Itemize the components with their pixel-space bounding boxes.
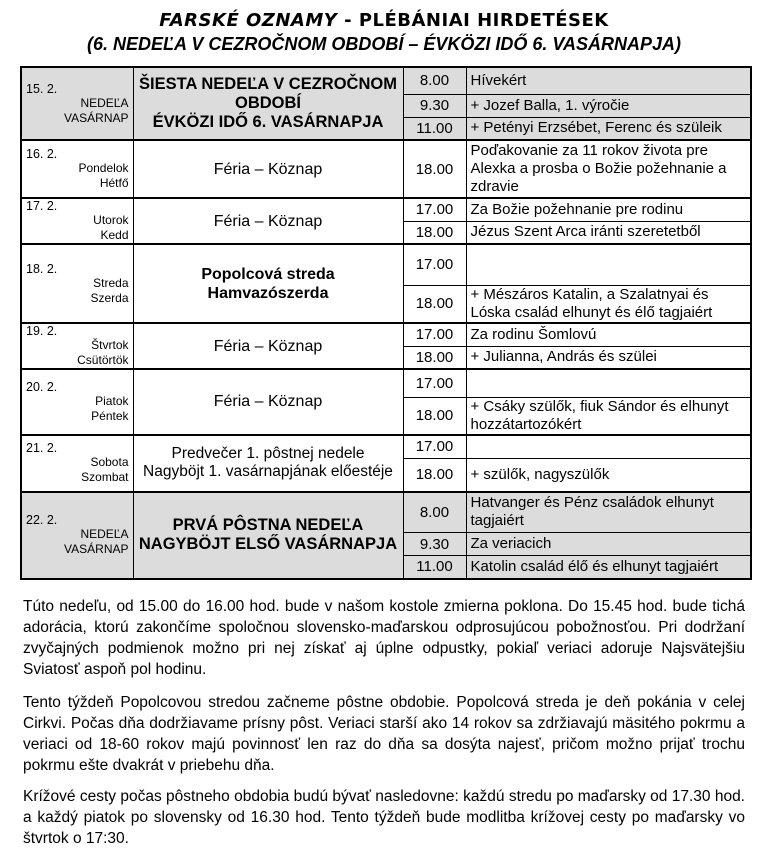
day-name-hu: Csütörtök	[77, 353, 129, 367]
mass-intention: + Julianna, András és szülei	[466, 346, 751, 369]
day-name-hu: Kedd	[100, 228, 129, 242]
date: 21. 2.	[26, 441, 58, 455]
schedule-row-monday-16	[21, 140, 751, 198]
mass-time: 18.00	[403, 285, 466, 323]
title-line: ÉVKÖZI IDŐ 6. VASÁRNAPJA	[152, 113, 384, 131]
day-name-sk: Piatok	[95, 393, 129, 408]
mass-time: 17.00	[403, 435, 466, 459]
announcement-stations-of-cross: Krížové cesty počas pôstneho obdobia budú bývať nasledovne: každú stredu po maďarsky od 17.30 hod. a každý piatok po slovensky od 16.30 hod. Tento týždeň bude modlitba krížovej cesty po maďarsky vo štvrtok o 17:30.	[23, 788, 745, 847]
mass-time: 17.00	[403, 244, 466, 285]
schedule-row-sunday-22	[21, 492, 751, 533]
mass-intention: Poďakovanie za 11 rokov života pre Alexka a prosba o Božie požehnanie a zdravie	[466, 140, 751, 198]
day-name-sk: NEDEĽA	[80, 95, 129, 110]
day-cell	[21, 435, 133, 492]
schedule-row-tuesday-17	[21, 198, 751, 221]
schedule-row-wednesday-18	[21, 244, 751, 285]
title-line: ŠIESTA NEDEĽA V CEZROČNOM OBDOBÍ	[139, 75, 397, 112]
mass-intention: + szülők, nagyszülők	[466, 459, 751, 492]
liturgical-day-title	[133, 492, 403, 579]
title-line: Popolcová streda	[201, 265, 335, 283]
mass-time: 18.00	[403, 459, 466, 492]
mass-time: 18.00	[403, 397, 466, 435]
mass-intention: Jézus Szent Arca iránti szeretetből	[466, 221, 751, 244]
date: 19. 2.	[26, 324, 58, 338]
liturgical-day-title: Féria – Köznap	[133, 140, 403, 198]
day-cell	[21, 67, 133, 140]
mass-intention	[466, 369, 751, 397]
mass-intention: + Petényi Erzsébet, Ferenc és szüleik	[466, 117, 751, 140]
liturgical-day-title: Féria – Köznap	[133, 198, 403, 244]
mass-intention: + Mészáros Katalin, a Szalatnyai és Lóska család elhunyt és élő tagjaiért	[466, 285, 751, 323]
date: 15. 2.	[26, 81, 58, 96]
liturgical-day-title	[133, 435, 403, 492]
mass-time: 9.30	[403, 94, 466, 117]
title-line: Hamvazószerda	[207, 284, 329, 302]
mass-intention: Za rodinu Šomlovú	[466, 323, 751, 346]
mass-time: 9.30	[403, 533, 466, 556]
date: 17. 2.	[26, 199, 58, 213]
date: 18. 2.	[26, 261, 58, 276]
day-name-hu: VASÁRNAP	[64, 542, 129, 556]
title-line: Nagyböjt 1. vasárnapjának előestéje	[143, 463, 393, 480]
title-line: PRVÁ PÔSTNA NEDEĽA	[172, 516, 364, 534]
mass-intention: Za Božie požehnanie pre rodinu	[466, 198, 751, 221]
day-name-hu: Péntek	[91, 408, 129, 423]
page-title	[0, 10, 768, 31]
liturgical-day-title: Féria – Köznap	[133, 369, 403, 435]
date: 22. 2.	[26, 513, 58, 527]
day-cell	[21, 492, 133, 579]
mass-time: 18.00	[403, 346, 466, 369]
mass-schedule-table	[20, 66, 752, 580]
schedule-row-thursday-19	[21, 323, 751, 346]
title-hungarian: PLÉBÁNIAI HIRDETÉSEK	[358, 10, 609, 31]
mass-time: 17.00	[403, 323, 466, 346]
day-name-sk: Štvrtok	[91, 338, 129, 352]
mass-intention: + Jozef Balla, 1. výročie	[466, 94, 751, 117]
mass-time: 11.00	[403, 556, 466, 579]
mass-intention: Katolin család élő és elhunyt tagjaiért	[466, 556, 751, 579]
day-name-sk: NEDEĽA	[80, 527, 129, 541]
announcement-ash-wednesday: Tento týždeň Popolcovou stredou začneme pôstne obdobie. Popolcová streda je deň pokánia v celej Cirkvi. Počas dňa dodržiavame prísny pôst. Veriaci starší ako 14 rokov sa zdržiavajú mäsitého pokrmu a veriaci od 18-60 rokov majú povinnosť len raz do dňa sa dosýta najesť, pričom možno prijať trochu pokrmu ešte dvakrát v priebehu dňa.	[23, 694, 745, 774]
mass-time: 18.00	[403, 140, 466, 198]
title-line: Predvečer 1. pôstnej nedele	[171, 445, 365, 462]
page-subtitle: (6. NEDEĽA V CEZROČNOM OBDOBÍ – ÉVKÖZI IDŐ 6. VASÁRNAPJA)	[86, 34, 682, 54]
day-name-hu: VASÁRNAP	[64, 110, 129, 125]
mass-time: 11.00	[403, 117, 466, 140]
liturgical-day-title	[133, 67, 403, 140]
title-line: NAGYBÖJT ELSŐ VASÁRNAPJA	[138, 535, 398, 553]
mass-intention	[466, 244, 751, 285]
mass-time: 8.00	[403, 492, 466, 533]
mass-intention: + Csáky szülők, fiuk Sándor és elhunyt hozzátartozókért	[466, 397, 751, 435]
day-name-sk: Pondelok	[78, 161, 129, 175]
day-name-sk: Utorok	[93, 213, 129, 227]
day-name-hu: Hétfő	[99, 176, 129, 190]
mass-intention: Hatvanger és Pénz családok elhunyt tagjaiért	[466, 492, 751, 533]
title-slovak: FARSKÉ OZNAMY	[159, 10, 338, 31]
date: 20. 2.	[26, 379, 58, 394]
mass-time: 17.00	[403, 369, 466, 397]
day-name-sk: Streda	[93, 275, 129, 290]
day-cell	[21, 323, 133, 369]
day-cell	[21, 198, 133, 244]
schedule-row-friday-20	[21, 369, 751, 397]
mass-time: 17.00	[403, 198, 466, 221]
day-cell	[21, 140, 133, 198]
schedule-row-saturday-21	[21, 435, 751, 459]
mass-intention: Hívekért	[466, 67, 751, 94]
liturgical-day-title: Féria – Köznap	[133, 323, 403, 369]
title-separator: -	[337, 10, 359, 31]
day-name-hu: Szerda	[90, 290, 129, 305]
day-cell	[21, 244, 133, 323]
mass-intention: Za veriacich	[466, 533, 751, 556]
mass-time: 8.00	[403, 67, 466, 94]
date: 16. 2.	[26, 147, 58, 161]
day-cell	[21, 369, 133, 435]
announcement-adoration: Túto nedeľu, od 15.00 do 16.00 hod. bude v našom kostole zmierna poklona. Do 15.45 hod. bude tichá adorácia, ktorú zakončíme spoločnou slovensko-maďarskou odprosujúcou pobožnosťou. Pri dodržaní zvyčajných podmienok možno pri nej získať aj úplne odpustky, pokiaľ veriaci adoruje Najsvätejšiu Sviatosť aspoň pol hodinu.	[23, 598, 745, 678]
mass-time: 18.00	[403, 221, 466, 244]
day-name-sk: Sobota	[90, 455, 129, 469]
schedule-row-sunday-15	[21, 67, 751, 94]
day-name-hu: Szombat	[81, 470, 129, 484]
mass-intention	[466, 435, 751, 459]
liturgical-day-title	[133, 244, 403, 323]
